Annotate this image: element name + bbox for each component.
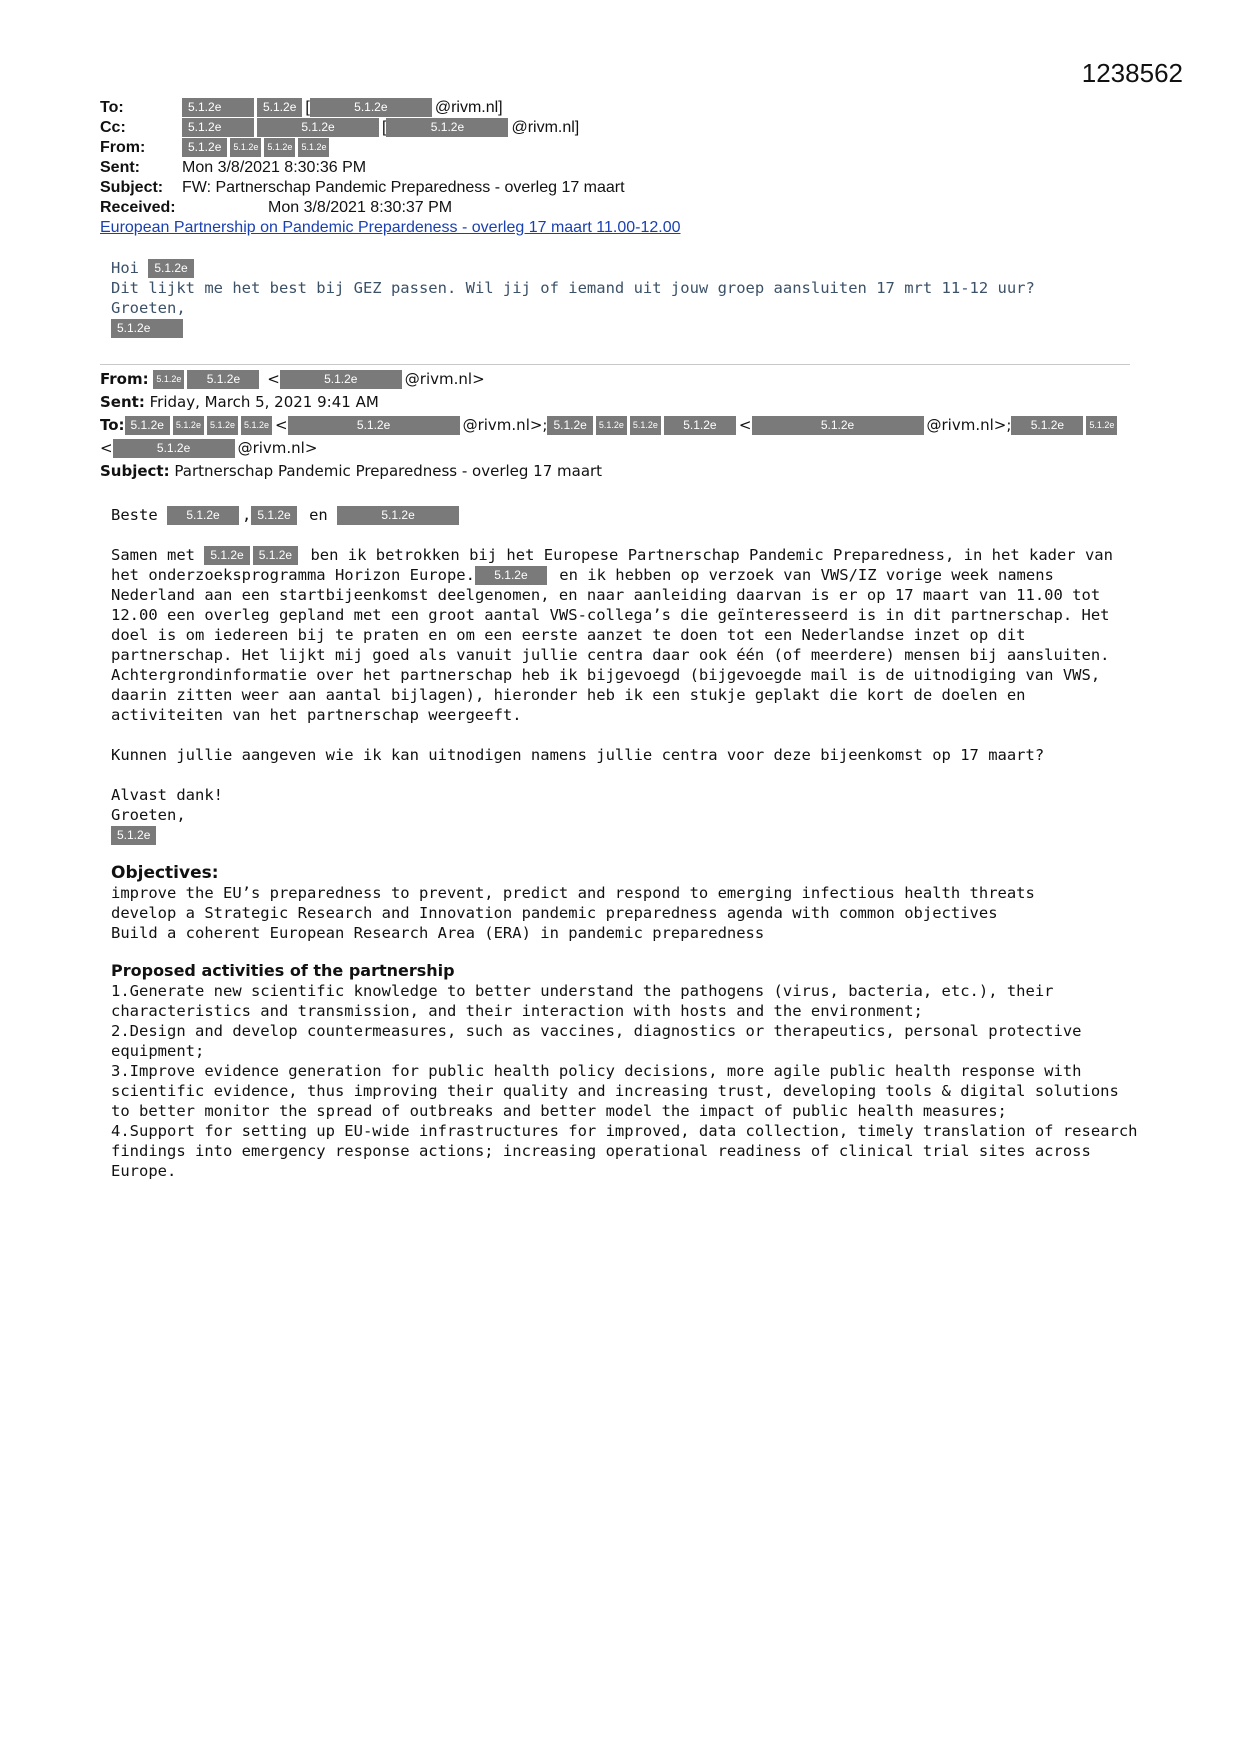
redaction-box: 5.1.2e	[167, 506, 239, 525]
redaction-box: 5.1.2e	[230, 138, 261, 157]
reply-line: Dit lijkt me het best bij GEZ passen. Wil jij of iemand uit jouw groep aansluiten 17 mrt 11-12 uur?	[111, 279, 1035, 297]
redaction-box: 5.1.2e	[257, 118, 379, 137]
meeting-link-row	[100, 218, 681, 238]
redaction-box: 5.1.2e	[475, 566, 547, 585]
activity-item: 3.Improve evidence generation for public health policy decisions, more agile public health response with scientific evidence, thus improving their quality and increasing trust, developing tools & digital solutions to better monitor the spread of outbreaks and better model the impact of public health measures;	[111, 1062, 1119, 1120]
redaction-box: 5.1.2e	[111, 826, 156, 845]
sent-row: Sent: Mon 3/8/2021 8:30:36 PM	[100, 159, 367, 176]
redaction-box: 5.1.2e	[630, 416, 661, 435]
subject: FW: Partnerschap Pandemic Preparedness - overleg 17 maart	[182, 179, 625, 196]
from-row: From: 5.1.2e 5.1.2e 5.1.2e 5.1.2e	[100, 138, 681, 158]
redaction-box: 5.1.2e	[280, 370, 402, 389]
redaction-box: 5.1.2e	[337, 506, 459, 525]
activity-item: 1.Generate new scientific knowledge to better understand the pathogens (virus, bacteria, etc.), their characteristics and transmission, and their interaction with hosts and the environment;	[111, 982, 1054, 1020]
fwd-subject-row: Subject: Partnerschap Pandemic Preparedness - overleg 17 maart	[100, 462, 603, 480]
redaction-box: 5.1.2e	[596, 416, 627, 435]
objective-item: improve the EU’s preparedness to prevent, predict and respond to emerging infectious health threats	[111, 884, 1035, 902]
redaction-box: 5.1.2e	[310, 98, 432, 117]
redaction-box: 5.1.2e	[1011, 416, 1083, 435]
signoff: Groeten,	[111, 806, 186, 824]
redaction-box: 5.1.2e	[113, 439, 235, 458]
fwd-from-row: From: 5.1.2e 5.1.2e < 5.1.2e @rivm.nl>	[100, 370, 485, 388]
document-id: 1238562	[1081, 58, 1183, 88]
redaction-box: 5.1.2e	[752, 416, 924, 435]
redaction-box: 5.1.2e	[153, 370, 184, 389]
message-reply: Hoi 5.1.2e Dit lijkt me het best bij GEZ passen. Wil jij of iemand uit jouw groep aansluiten 17 mrt 11-12 uur? Groeten, 5.1.2e	[111, 258, 1035, 338]
redaction-box: 5.1.2e	[241, 416, 272, 435]
redaction-box: 5.1.2e	[111, 319, 183, 338]
paragraph-1: Samen met 5.1.2e 5.1.2e ben ik betrokken bij het Europese Partnerschap Pandemic Preparedness, in het kader van het onderzoeksprogramma Horizon Europe. 5.1.2e en ik hebben op verzoek van VWS/IZ vorige week namens Nederland aan een startbijeenkomst deelgenomen, en naar aanleiding daarvan is er op 17 maart van 11.00 tot 12.00 een overleg gepland met een groot aantal VWS-collega’s die geïnteresseerd is in dit partnerschap. Het doel is om iedereen bij te praten en om een eerste aanzet te doen tot een Nederlandse inzet op dit partnerschap. Het lijkt mij goed als vanuit jullie centra daar ook één (of meerdere) mensen bij aansluiten. Achtergrondinformatie over het partnerschap heb ik bijgevoegd (bijgevoegde mail is de uitnodiging van VWS, daarin zitten weer aan aantal bijlagen), hieronder heb ik een stukje geplakt die kort de doelen en activiteiten van het partnerschap weergeeft.	[111, 546, 1113, 724]
fwd-to-row: To: 5.1.2e 5.1.2e 5.1.2e 5.1.2e < 5.1.2e @rivm.nl>; 5.1.2e 5.1.2e 5.1.2e 5.1.2e < 5.1.2e @rivm.nl>; 5.1.2e 5.1.2e	[100, 414, 1120, 437]
redaction-box: 5.1.2e	[288, 416, 460, 435]
received-row: Received: Mon 3/8/2021 8:30:37 PM	[100, 199, 453, 216]
objective-item: develop a Strategic Research and Innovation pandemic preparedness agenda with common objectives	[111, 904, 998, 922]
redaction-box: 5.1.2e	[547, 416, 592, 435]
subject-row: Subject: FW: Partnerschap Pandemic Preparedness - overleg 17 maart	[100, 179, 625, 196]
redaction-box: 5.1.2e	[1086, 416, 1117, 435]
meeting-link[interactable]: European Partnership on Pandemic Prepardeness - overleg 17 maart 11.00-12.00	[100, 219, 681, 236]
objectives-title: Objectives:	[111, 863, 219, 883]
objective-item: Build a coherent European Research Area (ERA) in pandemic preparedness	[111, 924, 765, 942]
redaction-box: 5.1.2e	[125, 416, 170, 435]
objectives-section	[111, 863, 1141, 943]
email-header	[100, 98, 681, 238]
redaction-box: 5.1.2e	[182, 118, 254, 137]
activity-item: 4.Support for setting up EU-wide infrastructures for improved, data collection, timely translation of research findings into emergency response actions; increasing operational readiness of clinical trial sites across Europe.	[111, 1122, 1138, 1180]
divider	[100, 364, 1130, 365]
redaction-box: 5.1.2e	[386, 118, 508, 137]
redaction-box: 5.1.2e	[664, 416, 736, 435]
fwd-to-row-cont: < 5.1.2e @rivm.nl>	[100, 439, 318, 457]
redaction-box: 5.1.2e	[204, 546, 249, 565]
redaction-box: 5.1.2e	[182, 98, 254, 117]
redaction-box: 5.1.2e	[298, 138, 329, 157]
thanks: Alvast dank!	[111, 786, 223, 804]
paragraph-2: Kunnen jullie aangeven wie ik kan uitnodigen namens jullie centra voor deze bijeenkomst op 17 maart?	[111, 746, 1045, 764]
received-date: Mon 3/8/2021 8:30:37 PM	[268, 199, 453, 216]
activities-section	[111, 961, 1141, 1181]
fwd-sent-row: Sent: Friday, March 5, 2021 9:41 AM	[100, 393, 379, 411]
sent-date: Mon 3/8/2021 8:30:36 PM	[182, 159, 367, 176]
redaction-box: 5.1.2e	[187, 370, 259, 389]
cc-row: Cc: 5.1.2e 5.1.2e [ 5.1.2e @rivm.nl]	[100, 119, 580, 136]
redaction-box: 5.1.2e	[207, 416, 238, 435]
redaction-box: 5.1.2e	[251, 506, 296, 525]
redaction-box: 5.1.2e	[173, 416, 204, 435]
redaction-box: 5.1.2e	[253, 546, 298, 565]
redaction-box: 5.1.2e	[182, 138, 227, 157]
forwarded-header	[100, 368, 1120, 483]
to-row: To: 5.1.2e 5.1.2e [ 5.1.2e @rivm.nl]	[100, 99, 503, 116]
redaction-box: 5.1.2e	[264, 138, 295, 157]
redaction-box: 5.1.2e	[148, 259, 193, 278]
email-body	[111, 505, 1141, 1181]
activity-item: 2.Design and develop countermeasures, such as vaccines, diagnostics or therapeutics, personal protective equipment;	[111, 1022, 1082, 1060]
redaction-box: 5.1.2e	[257, 98, 302, 117]
activities-title: Proposed activities of the partnership	[111, 961, 455, 980]
salutation: Beste 5.1.2e , 5.1.2e en 5.1.2e	[111, 505, 1141, 525]
